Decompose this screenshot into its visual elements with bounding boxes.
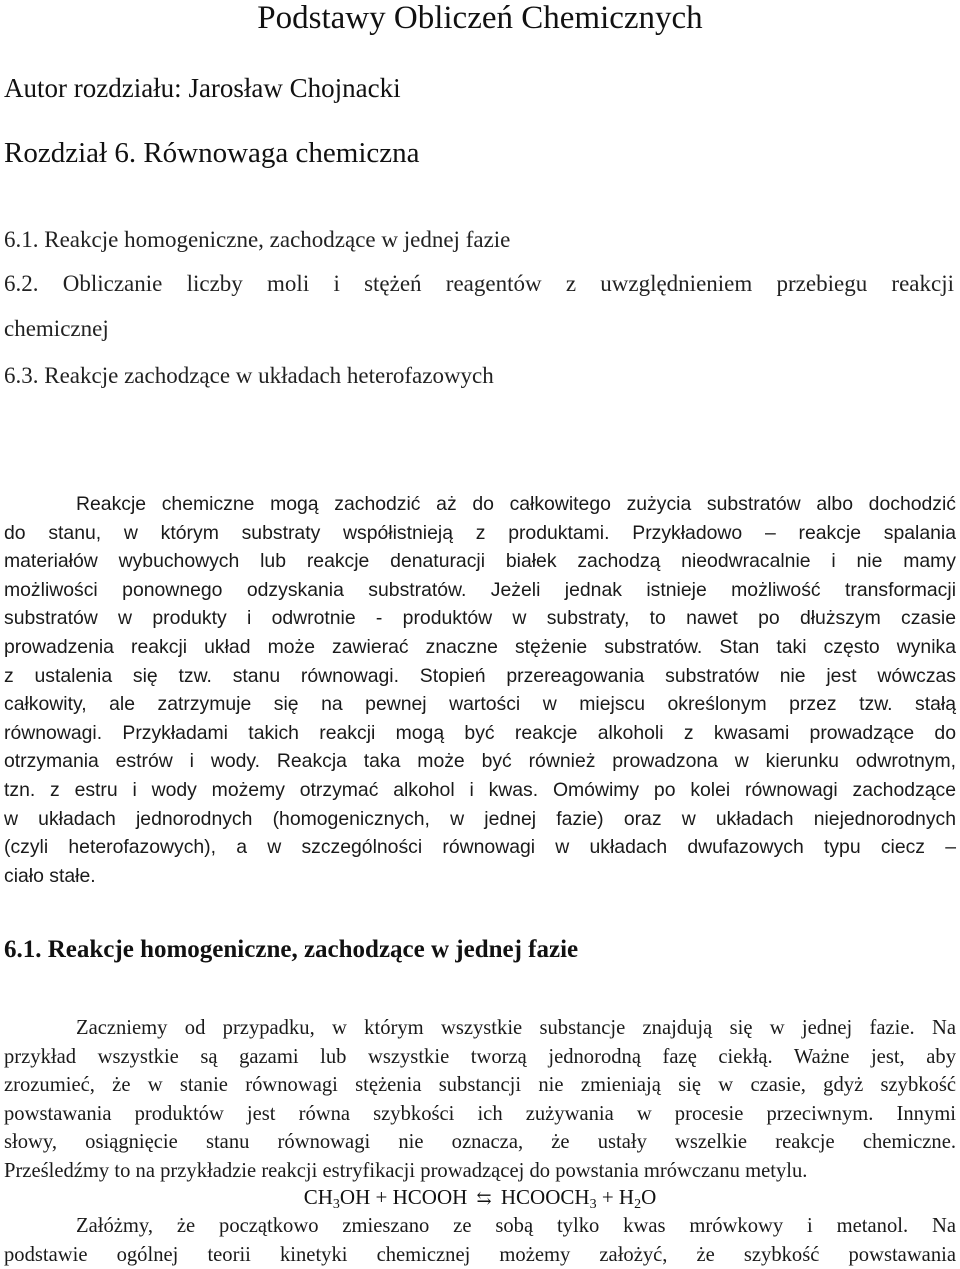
intro-line: prowadzenia reakcji układ może zawierać znaczne stężenie substratów. Stan taki często wynika bbox=[4, 635, 956, 658]
document-title-text: Podstawy Obliczeń Chemicznych bbox=[257, 0, 703, 36]
intro-line: możliwości ponownego odzyskania substratów. Jeżeli jednak istnieje możliwość transformacji bbox=[4, 578, 956, 601]
intro-line: Reakcje chemiczne mogą zachodzić aż do całkowitego zużycia substratów albo dochodzić bbox=[76, 493, 956, 515]
toc-item-6-2: 6.2. Obliczanie liczby moli i stężeń reagentów z uwzględnieniem przebiegu reakcji bbox=[4, 271, 954, 296]
toc-item-6-1: 6.1. Reakcje homogeniczne, zachodzące w jednej fazie bbox=[4, 227, 511, 252]
intro-line: w układach jednorodnych (homogenicznych, w jednej fazie) oraz w układach niejednorodnych bbox=[4, 807, 956, 830]
intro-line: ciało stałe. bbox=[4, 864, 96, 887]
intro-line: materiałów wybuchowych lub reakcje denaturacji białek zachodzą nieodwracalnie i nie mamy bbox=[4, 550, 956, 573]
equation-reactant-formic-acid: HCOOH bbox=[392, 1185, 468, 1209]
section-paragraph bbox=[4, 1014, 956, 1186]
intro-line: tzn. z estru i wody możemy otrzymać alkohol i kwas. Omówimy po kolei równowagi zachodzące bbox=[4, 778, 956, 801]
intro-line: otrzymania estrów i wody. Reakcja taka może być również prowadzona w kierunku odwrotnym, bbox=[4, 750, 956, 773]
intro-line: (czyli heterofazowych), a w szczególności równowagi w układach dwufazowych typu ciecz – bbox=[4, 836, 956, 859]
toc-item-6-3: 6.3. Reakcje zachodzące w układach heterofazowych bbox=[4, 363, 494, 388]
section-line: Zaczniemy od przypadku, w którym wszystkie substancje znajdują się w jednej fazie. Na bbox=[76, 1017, 956, 1039]
intro-line: z ustalenia się tzw. stanu równowagi. Stopień przereagowania substratów nie jest wówczas bbox=[4, 664, 956, 687]
toc-item-6-2-continued: chemicznej bbox=[4, 316, 109, 341]
equation-reactant-methanol: $CH_3OH$ bbox=[303, 1185, 371, 1212]
intro-paragraph bbox=[4, 490, 956, 890]
equation-plus: + bbox=[375, 1185, 388, 1209]
section-line: zrozumieć, że w stanie równowagi stężenia substancji nie zmieniają się w czasie, gdyż szybkość bbox=[4, 1074, 956, 1097]
document-title bbox=[0, 0, 960, 36]
section-line: Prześledźmy to na przykładzie reakcji estryfikacji prowadzącej do powstania mrówczanu metylu. bbox=[4, 1159, 808, 1182]
intro-line: substratów w produkty i odwrotnie - produktów w substraty, to nawet po dłuższym czasie bbox=[4, 607, 956, 630]
chemical-equation bbox=[0, 1183, 960, 1212]
section-line: przykład wszystkie są gazami lub wszystkie tworzą jednorodną fazę ciekłą. Ważne jest, aby bbox=[4, 1045, 956, 1068]
after-equation-paragraph bbox=[4, 1212, 956, 1269]
chapter-title: Rozdział 6. Równowaga chemiczna bbox=[4, 137, 420, 169]
author-line: Autor rozdziału: Jarosław Chojnacki bbox=[4, 73, 401, 103]
intro-line: do stanu, w którym substraty współistnieją z produktami. Przykładowo – reakcje spalania bbox=[4, 521, 956, 544]
section-line: powstawania produktów jest równa szybkości ich zużywania w procesie przeciwnym. Innymi bbox=[4, 1102, 956, 1125]
intro-line: równowagi. Przykładami takich reakcji mogą być reakcje alkoholi z kwasami prowadzące do bbox=[4, 721, 956, 744]
section-heading-6-1: 6.1. Reakcje homogeniczne, zachodzące w jednej fazie bbox=[4, 936, 579, 963]
equation-plus: + bbox=[601, 1185, 614, 1209]
intro-line: całkowity, ale zatrzymuje się na pewnej wartości w miejscu określonym przez tzw. stałą bbox=[4, 693, 956, 716]
after-line: Załóżmy, że początkowo zmieszano ze sobą tylko kwas mrówkowy i metanol. Na bbox=[76, 1215, 956, 1237]
equation-product-ester: $HCOOCH_3$ bbox=[500, 1185, 597, 1212]
equilibrium-arrow-icon: ⇆ bbox=[476, 1188, 492, 1208]
equation-product-water: $H_2O$ bbox=[618, 1185, 657, 1212]
after-line: podstawie ogólnej teorii kinetyki chemicznej możemy założyć, że szybkość powstawania bbox=[4, 1243, 956, 1266]
section-line: słowy, osiągnięcie stanu równowagi nie oznacza, że ustały wszelkie reakcje chemiczne. bbox=[4, 1131, 956, 1154]
